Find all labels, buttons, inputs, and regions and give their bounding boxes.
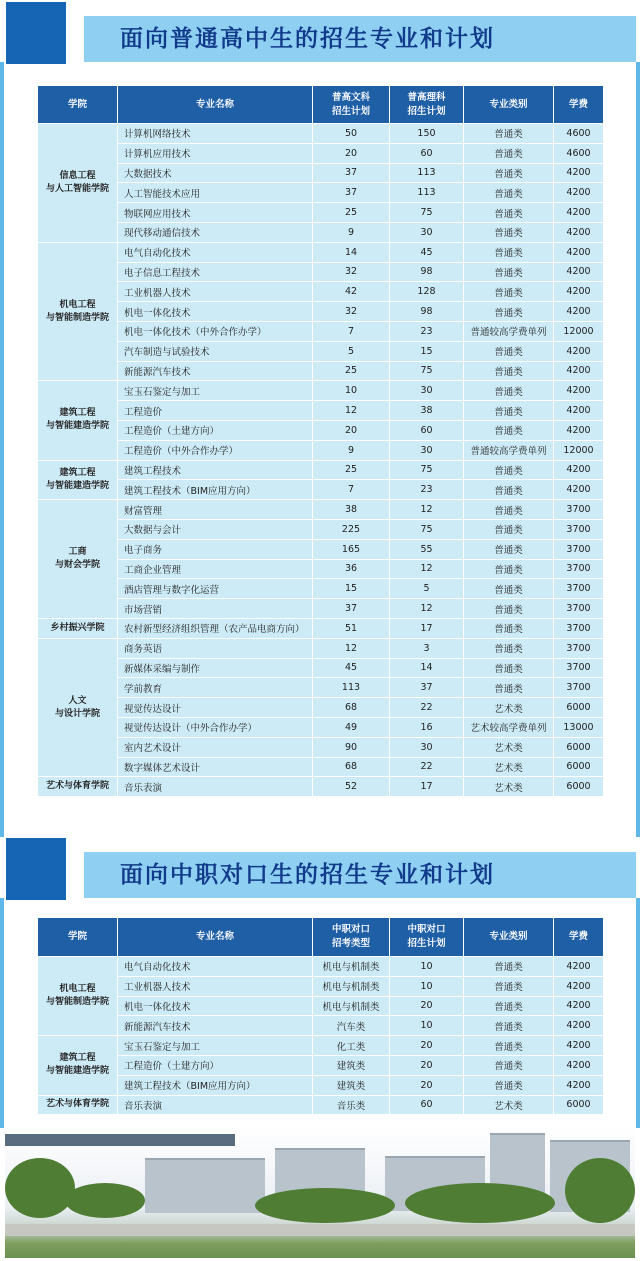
plan-b-value: 75 <box>390 361 464 381</box>
plan-b-value: 20 <box>390 996 464 1016</box>
major-name: 机电一体化技术 <box>118 302 313 322</box>
fee-value: 4200 <box>554 302 604 322</box>
plan-b-value: 55 <box>390 539 464 559</box>
table-header-row <box>38 86 604 124</box>
header-major: 专业名称 <box>118 918 313 957</box>
table-row <box>38 757 604 777</box>
major-name: 新能源汽车技术 <box>118 361 313 381</box>
plan-b-value: 10 <box>390 1016 464 1036</box>
plan-a-value: 49 <box>313 717 390 737</box>
major-name: 电子信息工程技术 <box>118 262 313 282</box>
fee-value: 3700 <box>554 539 604 559</box>
table-row <box>38 500 604 520</box>
plan-b-value: 12 <box>390 559 464 579</box>
plan-b-value: 38 <box>390 401 464 421</box>
major-name: 工程造价（土建方向） <box>118 420 313 440</box>
fee-value: 4600 <box>554 143 604 163</box>
major-name: 建筑工程技术（BIM应用方向） <box>118 480 313 500</box>
major-name: 电子商务 <box>118 539 313 559</box>
plan-b-value: 37 <box>390 678 464 698</box>
plan-a-value: 68 <box>313 698 390 718</box>
major-name: 现代移动通信技术 <box>118 222 313 242</box>
fee-value: 3700 <box>554 618 604 638</box>
category-value: 艺术类 <box>464 737 554 757</box>
table-row <box>38 460 604 480</box>
plan-b-value: 12 <box>390 599 464 619</box>
category-value: 普通类 <box>464 361 554 381</box>
header-fee: 学费 <box>554 918 604 957</box>
category-value: 普通类 <box>464 638 554 658</box>
tree <box>405 1183 555 1223</box>
major-name: 汽车制造与试验技术 <box>118 341 313 361</box>
left-frame <box>0 898 4 1128</box>
plan-b-value: 20 <box>390 1075 464 1095</box>
major-name: 电气自动化技术 <box>118 242 313 262</box>
plan-a-value: 15 <box>313 579 390 599</box>
plan-b-value: 30 <box>390 222 464 242</box>
fee-value: 12000 <box>554 440 604 460</box>
table-row <box>38 124 604 144</box>
plan-b-value: 5 <box>390 579 464 599</box>
header-plan-b: 中职对口 招生计划 <box>390 918 464 957</box>
header-fee: 学费 <box>554 86 604 124</box>
table-row <box>38 599 604 619</box>
table-row <box>38 559 604 579</box>
header-category: 专业类别 <box>464 86 554 124</box>
fee-value: 3700 <box>554 599 604 619</box>
table-row <box>38 658 604 678</box>
plan-a-value: 225 <box>313 519 390 539</box>
plan-b-value: 23 <box>390 480 464 500</box>
table-row <box>38 183 604 203</box>
fee-value: 4200 <box>554 976 604 996</box>
plan-b-value: 23 <box>390 321 464 341</box>
table-row <box>38 717 604 737</box>
table-row <box>38 737 604 757</box>
major-name: 宝玉石鉴定与加工 <box>118 381 313 401</box>
major-name: 物联网应用技术 <box>118 203 313 223</box>
fee-value: 4200 <box>554 957 604 977</box>
fee-value: 4200 <box>554 1016 604 1036</box>
plan-a-value: 机电与机制类 <box>313 976 390 996</box>
header-college: 学院 <box>38 918 118 957</box>
plan-a-value: 20 <box>313 143 390 163</box>
major-name: 大数据与会计 <box>118 519 313 539</box>
category-value: 普通类 <box>464 143 554 163</box>
table-row <box>38 321 604 341</box>
major-name: 市场营销 <box>118 599 313 619</box>
plan-a-value: 25 <box>313 203 390 223</box>
fee-value: 4200 <box>554 996 604 1016</box>
vocational-plan-table <box>37 917 604 1115</box>
category-value: 普通类 <box>464 599 554 619</box>
plan-a-value: 32 <box>313 302 390 322</box>
plan-b-value: 16 <box>390 717 464 737</box>
plan-a-value: 50 <box>313 124 390 144</box>
major-name: 视觉传达设计（中外合作办学） <box>118 717 313 737</box>
table-row <box>38 381 604 401</box>
category-value: 普通类 <box>464 242 554 262</box>
header-category: 专业类别 <box>464 918 554 957</box>
table-row <box>38 282 604 302</box>
category-value: 普通类 <box>464 480 554 500</box>
category-value: 普通类 <box>464 559 554 579</box>
category-value: 普通类 <box>464 996 554 1016</box>
category-value: 普通类 <box>464 163 554 183</box>
category-value: 普通较高学费单列 <box>464 321 554 341</box>
fee-value: 4200 <box>554 420 604 440</box>
fee-value: 4200 <box>554 183 604 203</box>
right-frame <box>636 898 640 1128</box>
major-name: 商务英语 <box>118 638 313 658</box>
plan-b-value: 75 <box>390 460 464 480</box>
plan-b-value: 60 <box>390 143 464 163</box>
category-value: 普通类 <box>464 183 554 203</box>
category-value: 普通类 <box>464 222 554 242</box>
table-row <box>38 361 604 381</box>
category-value: 普通类 <box>464 460 554 480</box>
plan-a-value: 20 <box>313 420 390 440</box>
table-row <box>38 996 604 1016</box>
plan-a-value: 音乐类 <box>313 1095 390 1115</box>
table-row <box>38 1016 604 1036</box>
category-value: 普通类 <box>464 262 554 282</box>
category-value: 普通类 <box>464 401 554 421</box>
plan-a-value: 5 <box>313 341 390 361</box>
major-name: 机电一体化技术（中外合作办学） <box>118 321 313 341</box>
plan-b-value: 75 <box>390 519 464 539</box>
header-major: 专业名称 <box>118 86 313 124</box>
table-row <box>38 678 604 698</box>
plan-a-value: 25 <box>313 460 390 480</box>
plan-a-value: 9 <box>313 440 390 460</box>
major-name: 机电一体化技术 <box>118 996 313 1016</box>
plan-b-value: 30 <box>390 737 464 757</box>
category-value: 普通类 <box>464 420 554 440</box>
category-value: 普通类 <box>464 1055 554 1075</box>
plan-b-value: 14 <box>390 658 464 678</box>
major-name: 人工智能技术应用 <box>118 183 313 203</box>
plan-a-value: 7 <box>313 321 390 341</box>
category-value: 艺术类 <box>464 757 554 777</box>
table-row <box>38 242 604 262</box>
plan-b-value: 60 <box>390 420 464 440</box>
major-name: 音乐表演 <box>118 777 313 797</box>
plan-a-value: 机电与机制类 <box>313 996 390 1016</box>
major-name: 计算机应用技术 <box>118 143 313 163</box>
plan-a-value: 32 <box>313 262 390 282</box>
major-name: 电气自动化技术 <box>118 957 313 977</box>
category-value: 普通类 <box>464 579 554 599</box>
table-row <box>38 976 604 996</box>
fee-value: 4200 <box>554 282 604 302</box>
fee-value: 6000 <box>554 698 604 718</box>
college-cell: 艺术与体育学院 <box>38 1095 118 1115</box>
major-name: 新媒体采编与制作 <box>118 658 313 678</box>
fee-value: 4200 <box>554 1036 604 1056</box>
category-value: 普通类 <box>464 1016 554 1036</box>
fee-value: 3700 <box>554 579 604 599</box>
fee-value: 4200 <box>554 341 604 361</box>
major-name: 宝玉石鉴定与加工 <box>118 1036 313 1056</box>
plan-b-value: 20 <box>390 1055 464 1075</box>
category-value: 艺术类 <box>464 698 554 718</box>
plan-b-value: 17 <box>390 777 464 797</box>
college-cell: 人文 与设计学院 <box>38 638 118 777</box>
fee-value: 4200 <box>554 480 604 500</box>
table-row <box>38 539 604 559</box>
category-value: 普通较高学费单列 <box>464 440 554 460</box>
plan-a-value: 25 <box>313 361 390 381</box>
section-header <box>0 838 640 900</box>
fee-value: 4200 <box>554 401 604 421</box>
plan-b-value: 150 <box>390 124 464 144</box>
table-row <box>38 203 604 223</box>
table-row <box>38 638 604 658</box>
category-value: 普通类 <box>464 1036 554 1056</box>
fee-value: 3700 <box>554 500 604 520</box>
fee-value: 4200 <box>554 1055 604 1075</box>
plan-a-value: 12 <box>313 401 390 421</box>
plan-a-value: 36 <box>313 559 390 579</box>
table-row <box>38 957 604 977</box>
major-name: 新能源汽车技术 <box>118 1016 313 1036</box>
plan-b-value: 45 <box>390 242 464 262</box>
table-row <box>38 440 604 460</box>
plan-b-value: 15 <box>390 341 464 361</box>
category-value: 普通类 <box>464 282 554 302</box>
fee-value: 3700 <box>554 658 604 678</box>
fee-value: 3700 <box>554 519 604 539</box>
major-name: 财富管理 <box>118 500 313 520</box>
major-name: 工商企业管理 <box>118 559 313 579</box>
fee-value: 4200 <box>554 460 604 480</box>
fee-value: 3700 <box>554 638 604 658</box>
tree <box>255 1188 395 1223</box>
category-value: 普通类 <box>464 957 554 977</box>
fee-value: 6000 <box>554 737 604 757</box>
major-name: 建筑工程技术（BIM应用方向） <box>118 1075 313 1095</box>
table-row <box>38 618 604 638</box>
table-row <box>38 222 604 242</box>
plan-a-value: 45 <box>313 658 390 678</box>
header-accent-square <box>6 2 66 64</box>
table-row <box>38 1036 604 1056</box>
plan-b-value: 22 <box>390 698 464 718</box>
plan-b-value: 12 <box>390 500 464 520</box>
plan-b-value: 60 <box>390 1095 464 1115</box>
fee-value: 6000 <box>554 1095 604 1115</box>
major-name: 工业机器人技术 <box>118 282 313 302</box>
table-row <box>38 519 604 539</box>
plan-b-value: 10 <box>390 976 464 996</box>
plan-a-value: 42 <box>313 282 390 302</box>
plan-b-value: 22 <box>390 757 464 777</box>
plan-a-value: 12 <box>313 638 390 658</box>
plan-b-value: 113 <box>390 163 464 183</box>
fee-value: 3700 <box>554 678 604 698</box>
college-cell: 机电工程 与智能制造学院 <box>38 957 118 1036</box>
fee-value: 4600 <box>554 124 604 144</box>
plan-a-value: 37 <box>313 183 390 203</box>
plan-b-value: 10 <box>390 957 464 977</box>
major-name: 数字媒体艺术设计 <box>118 757 313 777</box>
plan-a-value: 9 <box>313 222 390 242</box>
major-name: 大数据技术 <box>118 163 313 183</box>
plan-b-value: 98 <box>390 302 464 322</box>
category-value: 普通类 <box>464 124 554 144</box>
plan-b-value: 30 <box>390 440 464 460</box>
plan-a-value: 化工类 <box>313 1036 390 1056</box>
major-name: 计算机网络技术 <box>118 124 313 144</box>
table-row <box>38 341 604 361</box>
college-cell: 艺术与体育学院 <box>38 777 118 797</box>
road <box>5 1224 635 1236</box>
tree <box>5 1158 75 1218</box>
college-cell: 乡村振兴学院 <box>38 618 118 638</box>
category-value: 艺术较高学费单列 <box>464 717 554 737</box>
college-cell: 工商 与财会学院 <box>38 500 118 619</box>
table-row <box>38 163 604 183</box>
plan-a-value: 14 <box>313 242 390 262</box>
major-name: 建筑工程技术 <box>118 460 313 480</box>
plan-a-value: 51 <box>313 618 390 638</box>
category-value: 艺术类 <box>464 777 554 797</box>
major-name: 学前教育 <box>118 678 313 698</box>
header-plan-a: 普高文科 招生计划 <box>313 86 390 124</box>
category-value: 普通类 <box>464 1075 554 1095</box>
plan-a-value: 68 <box>313 757 390 777</box>
section-header <box>0 2 640 64</box>
plan-a-value: 37 <box>313 163 390 183</box>
college-cell: 建筑工程 与智能建造学院 <box>38 381 118 460</box>
table-row <box>38 777 604 797</box>
table-header-row <box>38 918 604 957</box>
plan-a-value: 113 <box>313 678 390 698</box>
header-accent-square <box>6 838 66 900</box>
fee-value: 4200 <box>554 381 604 401</box>
table-row <box>38 698 604 718</box>
plan-a-value: 7 <box>313 480 390 500</box>
category-value: 普通类 <box>464 618 554 638</box>
campus-photo <box>5 1128 635 1258</box>
table-row <box>38 1075 604 1095</box>
fee-value: 3700 <box>554 559 604 579</box>
high-school-plan-table <box>37 85 604 797</box>
fee-value: 4200 <box>554 242 604 262</box>
plan-b-value: 3 <box>390 638 464 658</box>
fee-value: 4200 <box>554 361 604 381</box>
plan-a-value: 90 <box>313 737 390 757</box>
fee-value: 13000 <box>554 717 604 737</box>
category-value: 普通类 <box>464 976 554 996</box>
plan-a-value: 机电与机制类 <box>313 957 390 977</box>
header-college: 学院 <box>38 86 118 124</box>
college-cell: 机电工程 与智能制造学院 <box>38 242 118 381</box>
table-row <box>38 1055 604 1075</box>
table-row <box>38 420 604 440</box>
section-title: 面向中职对口生的招生专业和计划 <box>120 862 495 888</box>
major-name: 视觉传达设计 <box>118 698 313 718</box>
fee-value: 6000 <box>554 757 604 777</box>
plan-a-value: 10 <box>313 381 390 401</box>
building <box>145 1158 265 1213</box>
left-frame <box>0 62 4 837</box>
category-value: 艺术类 <box>464 1095 554 1115</box>
plan-a-value: 建筑类 <box>313 1055 390 1075</box>
category-value: 普通类 <box>464 341 554 361</box>
category-value: 普通类 <box>464 302 554 322</box>
plan-b-value: 20 <box>390 1036 464 1056</box>
fee-value: 4200 <box>554 203 604 223</box>
table-row <box>38 401 604 421</box>
plan-b-value: 128 <box>390 282 464 302</box>
fee-value: 4200 <box>554 222 604 242</box>
category-value: 普通类 <box>464 539 554 559</box>
plan-a-value: 165 <box>313 539 390 559</box>
category-value: 普通类 <box>464 381 554 401</box>
plan-a-value: 38 <box>313 500 390 520</box>
fee-value: 12000 <box>554 321 604 341</box>
major-name: 农村新型经济组织管理（农产品电商方向） <box>118 618 313 638</box>
plan-a-value: 52 <box>313 777 390 797</box>
right-frame <box>636 62 640 837</box>
category-value: 普通类 <box>464 203 554 223</box>
table-row <box>38 143 604 163</box>
table-row <box>38 480 604 500</box>
major-name: 工程造价（中外合作办学） <box>118 440 313 460</box>
category-value: 普通类 <box>464 500 554 520</box>
plan-a-value: 建筑类 <box>313 1075 390 1095</box>
fee-value: 6000 <box>554 777 604 797</box>
header-plan-b: 普高理科 招生计划 <box>390 86 464 124</box>
fee-value: 4200 <box>554 1075 604 1095</box>
plan-b-value: 75 <box>390 203 464 223</box>
plan-b-value: 98 <box>390 262 464 282</box>
skywalk <box>5 1134 235 1146</box>
major-name: 酒店管理与数字化运营 <box>118 579 313 599</box>
plan-b-value: 17 <box>390 618 464 638</box>
plan-a-value: 汽车类 <box>313 1016 390 1036</box>
section-title: 面向普通高中生的招生专业和计划 <box>120 26 495 52</box>
plan-b-value: 113 <box>390 183 464 203</box>
plan-a-value: 37 <box>313 599 390 619</box>
category-value: 普通类 <box>464 658 554 678</box>
college-cell: 建筑工程 与智能建造学院 <box>38 460 118 500</box>
college-cell: 建筑工程 与智能建造学院 <box>38 1036 118 1095</box>
major-name: 音乐表演 <box>118 1095 313 1115</box>
tree <box>565 1158 635 1223</box>
tree <box>65 1183 145 1218</box>
plan-b-value: 30 <box>390 381 464 401</box>
table-row <box>38 302 604 322</box>
table-row <box>38 262 604 282</box>
table-row <box>38 579 604 599</box>
header-plan-a: 中职对口 招考类型 <box>313 918 390 957</box>
fee-value: 4200 <box>554 163 604 183</box>
fee-value: 4200 <box>554 262 604 282</box>
major-name: 工程造价（土建方向） <box>118 1055 313 1075</box>
college-cell: 信息工程 与人工智能学院 <box>38 124 118 243</box>
major-name: 室内艺术设计 <box>118 737 313 757</box>
category-value: 普通类 <box>464 678 554 698</box>
major-name: 工业机器人技术 <box>118 976 313 996</box>
major-name: 工程造价 <box>118 401 313 421</box>
table-row <box>38 1095 604 1115</box>
category-value: 普通类 <box>464 519 554 539</box>
